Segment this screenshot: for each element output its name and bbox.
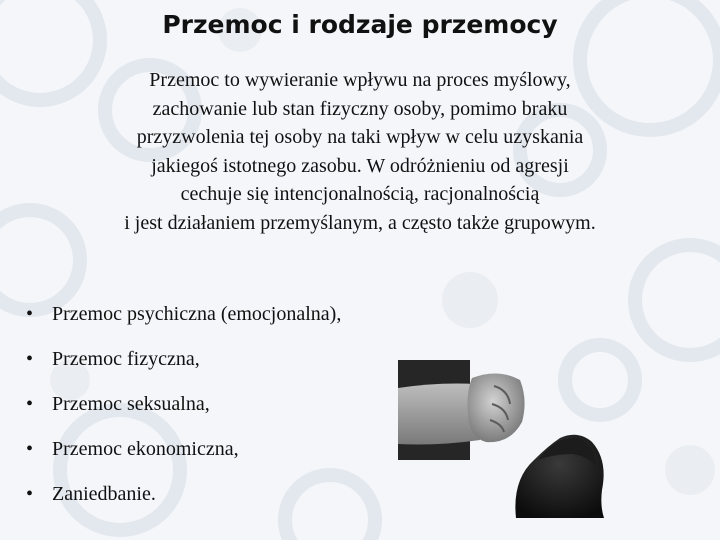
list-item-text: Przemoc ekonomiczna, xyxy=(52,438,239,460)
sad-person-photo xyxy=(498,420,618,518)
list-item xyxy=(26,348,341,393)
bullet-icon: • xyxy=(26,348,34,370)
list-item xyxy=(26,393,341,438)
definition-line: przyzwolenia tej osoby na taki wpływ w celu uzyskania xyxy=(136,126,584,148)
definition-line: Przemoc to wywieranie wpływu na proces myślowy, xyxy=(149,69,571,91)
definition-line: jakiegoś istotnego zasobu. W odróżnieniu od agresji xyxy=(151,154,569,177)
list-item xyxy=(26,303,341,348)
bullet-icon: • xyxy=(26,438,34,460)
bullet-icon: • xyxy=(26,483,34,505)
list-item xyxy=(26,483,341,528)
definition-line: cechuje się intencjonalnością, racjonalnością xyxy=(180,183,540,205)
definition-line: i jest działaniem przemyślanym, a często także grupowym. xyxy=(124,211,596,234)
violence-types-list xyxy=(26,303,341,528)
list-item xyxy=(26,438,341,483)
bullet-icon: • xyxy=(26,393,34,415)
bullet-icon: • xyxy=(26,303,34,325)
list-item-text: Przemoc fizyczna, xyxy=(52,348,200,370)
list-item-text: Przemoc seksualna, xyxy=(52,393,210,415)
definition-line: zachowanie lub stan fizyczny osoby, pomimo braku xyxy=(152,97,568,120)
slide-title: Przemoc i rodzaje przemocy xyxy=(162,10,558,39)
definition-paragraph xyxy=(60,66,660,237)
list-item-text: Przemoc psychiczna (emocjonalna), xyxy=(52,303,342,325)
list-item-text: Zaniedbanie. xyxy=(52,483,156,505)
